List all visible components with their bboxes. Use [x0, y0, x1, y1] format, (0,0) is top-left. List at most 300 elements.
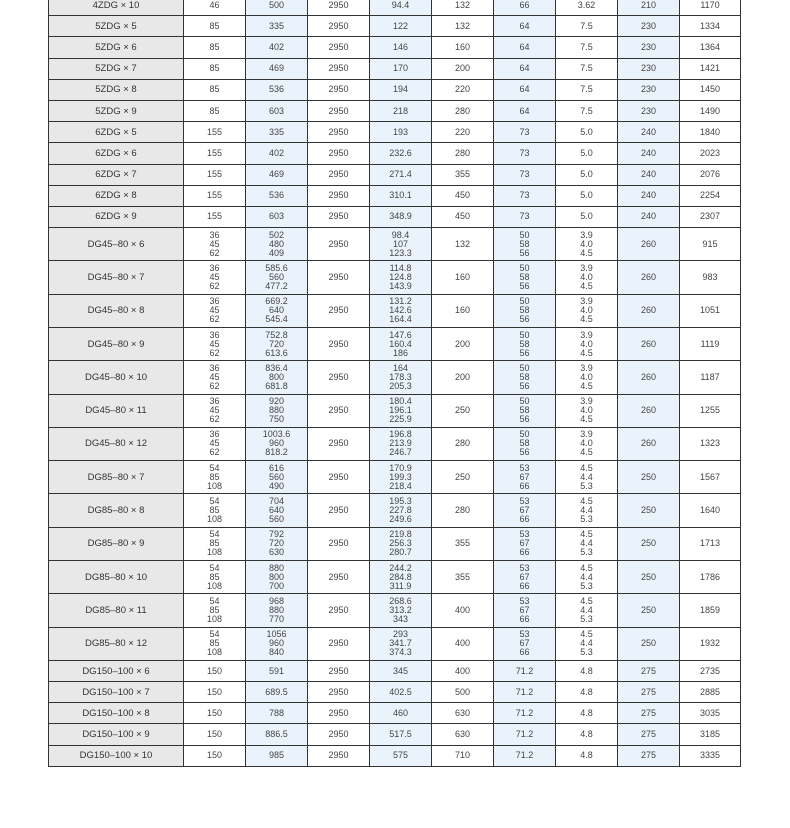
cell-model: DG85–80 × 7 — [49, 461, 184, 494]
cell-col-4: 2950 — [308, 724, 370, 745]
cell-col-10: 1859 — [680, 594, 741, 627]
cell-col-5: 218 — [370, 100, 432, 121]
cell-col-9: 260 — [618, 427, 680, 460]
cell-col-8: 7.5 — [556, 79, 618, 100]
cell-model: DG150–100 × 10 — [49, 745, 184, 766]
cell-line: 54 — [209, 595, 220, 606]
cell-col-3: 689.5 — [246, 682, 308, 703]
cell-col-4: 2950 — [308, 185, 370, 206]
cell-col-3: 603 — [246, 206, 308, 227]
cell-col-5 — [370, 228, 432, 261]
cell-col-10: 1640 — [680, 494, 741, 527]
cell-col-5: 122 — [370, 16, 432, 37]
cell-line: 164.4 — [389, 314, 412, 325]
cell-col-8 — [556, 294, 618, 327]
cell-line: 180.4 — [389, 396, 412, 407]
cell-line: 124.8 — [389, 272, 412, 282]
cell-line: 4.5 — [580, 447, 593, 458]
cell-line: 4.5 — [580, 529, 593, 540]
cell-line: 477.2 — [265, 281, 288, 291]
cell-line: 4.4 — [580, 604, 593, 615]
cell-line: 67 — [519, 604, 530, 615]
table-row — [49, 527, 741, 560]
cell-line: 170.9 — [389, 462, 412, 473]
cell-col-2 — [184, 627, 246, 660]
cell-col-7 — [494, 494, 556, 527]
cell-col-2 — [184, 394, 246, 427]
table-row — [49, 361, 741, 394]
cell-line: 4.4 — [580, 505, 593, 516]
cell-line: 36 — [209, 362, 220, 373]
cell-line: 4.5 — [580, 347, 593, 358]
cell-col-4: 2950 — [308, 394, 370, 427]
cell-line: 62 — [209, 414, 220, 425]
cell-col-4: 2950 — [308, 122, 370, 143]
cell-col-6: 400 — [432, 627, 494, 660]
cell-col-3 — [246, 294, 308, 327]
cell-line: 54 — [209, 562, 220, 573]
cell-col-7: 71.2 — [494, 724, 556, 745]
cell-col-6: 250 — [432, 461, 494, 494]
cell-model: DG85–80 × 9 — [49, 527, 184, 560]
cell-col-8: 7.5 — [556, 100, 618, 121]
cell-line: 640 — [268, 305, 285, 316]
cell-col-7: 66 — [494, 0, 556, 16]
cell-line: 3.9 — [580, 429, 593, 440]
cell-col-6: 450 — [432, 185, 494, 206]
cell-col-4: 2950 — [308, 361, 370, 394]
cell-col-8: 4.8 — [556, 682, 618, 703]
cell-col-7: 73 — [494, 164, 556, 185]
cell-col-3: 985 — [246, 745, 308, 766]
cell-line: 62 — [209, 247, 220, 258]
cell-line: 98.4 — [391, 229, 410, 240]
cell-col-7: 73 — [494, 185, 556, 206]
table-row — [49, 100, 741, 121]
cell-line: 3.9 — [580, 296, 593, 307]
cell-line: 54 — [209, 529, 220, 540]
cell-line: 56 — [519, 447, 530, 458]
cell-col-6: 630 — [432, 724, 494, 745]
cell-col-10: 2023 — [680, 143, 741, 164]
cell-col-9: 260 — [618, 394, 680, 427]
cell-line: 5.3 — [580, 647, 593, 658]
cell-line: 56 — [519, 380, 530, 391]
cell-line: 56 — [519, 281, 530, 291]
cell-col-4: 2950 — [308, 703, 370, 724]
cell-col-3: 886.5 — [246, 724, 308, 745]
cell-line: 545.4 — [265, 314, 288, 325]
cell-col-5 — [370, 294, 432, 327]
cell-col-10: 3185 — [680, 724, 741, 745]
cell-col-9: 260 — [618, 261, 680, 294]
cell-model: DG150–100 × 6 — [49, 660, 184, 681]
cell-col-4: 2950 — [308, 261, 370, 294]
table-row — [49, 185, 741, 206]
cell-col-4: 2950 — [308, 228, 370, 261]
cell-col-8 — [556, 461, 618, 494]
cell-col-9: 240 — [618, 164, 680, 185]
cell-line: 1003.6 — [262, 429, 291, 440]
cell-model: 5ZDG × 6 — [49, 37, 184, 58]
cell-col-4: 2950 — [308, 0, 370, 16]
cell-col-2 — [184, 361, 246, 394]
cell-line: 213.9 — [389, 438, 412, 449]
cell-col-3: 591 — [246, 660, 308, 681]
cell-line: 45 — [209, 438, 220, 449]
cell-col-6: 500 — [432, 682, 494, 703]
cell-col-3 — [246, 427, 308, 460]
cell-col-4: 2950 — [308, 745, 370, 766]
table-row — [49, 0, 741, 16]
cell-col-8: 7.5 — [556, 37, 618, 58]
cell-line: 960 — [268, 438, 285, 449]
cell-col-3: 402 — [246, 37, 308, 58]
cell-line: 225.9 — [389, 414, 412, 425]
cell-col-6: 280 — [432, 427, 494, 460]
cell-line: 195.3 — [389, 496, 412, 507]
cell-col-6: 160 — [432, 37, 494, 58]
cell-col-7: 64 — [494, 37, 556, 58]
cell-line: 67 — [519, 471, 530, 482]
cell-line: 800 — [268, 571, 285, 582]
cell-col-4: 2950 — [308, 79, 370, 100]
cell-col-2: 155 — [184, 206, 246, 227]
cell-col-10: 1840 — [680, 122, 741, 143]
cell-col-7: 64 — [494, 100, 556, 121]
cell-line: 3.9 — [580, 329, 593, 340]
cell-line: 720 — [268, 338, 285, 349]
cell-model: DG45–80 × 10 — [49, 361, 184, 394]
cell-col-9: 260 — [618, 294, 680, 327]
cell-col-4: 2950 — [308, 294, 370, 327]
cell-line: 50 — [519, 362, 530, 373]
cell-line: 490 — [268, 480, 285, 491]
cell-line: 58 — [519, 405, 530, 416]
cell-col-10: 2307 — [680, 206, 741, 227]
cell-line: 108 — [206, 613, 223, 624]
cell-col-2 — [184, 461, 246, 494]
cell-line: 770 — [268, 613, 285, 624]
cell-col-3 — [246, 561, 308, 594]
cell-col-4: 2950 — [308, 143, 370, 164]
cell-model: 4ZDG × 10 — [49, 0, 184, 16]
cell-line: 58 — [519, 338, 530, 349]
cell-col-8: 5.0 — [556, 185, 618, 206]
cell-col-5: 146 — [370, 37, 432, 58]
cell-col-4: 2950 — [308, 164, 370, 185]
cell-col-3: 603 — [246, 100, 308, 121]
cell-model: 6ZDG × 5 — [49, 122, 184, 143]
cell-col-9: 230 — [618, 37, 680, 58]
cell-col-8: 3.62 — [556, 0, 618, 16]
cell-line: 56 — [519, 347, 530, 358]
cell-line: 613.6 — [265, 347, 288, 358]
cell-line: 142.6 — [389, 305, 412, 316]
cell-line: 108 — [206, 480, 223, 491]
table-row — [49, 79, 741, 100]
cell-col-10: 3335 — [680, 745, 741, 766]
cell-col-5 — [370, 561, 432, 594]
cell-col-9: 250 — [618, 561, 680, 594]
cell-line: 53 — [519, 562, 530, 573]
cell-line: 36 — [209, 263, 220, 273]
cell-col-6: 160 — [432, 261, 494, 294]
cell-model: 5ZDG × 7 — [49, 58, 184, 79]
cell-line: 560 — [268, 514, 285, 525]
cell-col-6: 400 — [432, 594, 494, 627]
cell-col-8 — [556, 228, 618, 261]
cell-col-3 — [246, 494, 308, 527]
cell-col-2: 85 — [184, 16, 246, 37]
cell-line: 199.3 — [389, 471, 412, 482]
cell-col-8 — [556, 594, 618, 627]
cell-col-2: 155 — [184, 122, 246, 143]
cell-line: 4.4 — [580, 538, 593, 549]
cell-col-4: 2950 — [308, 327, 370, 360]
cell-line: 58 — [519, 438, 530, 449]
cell-col-4: 2950 — [308, 37, 370, 58]
cell-line: 186 — [392, 347, 409, 358]
cell-col-2 — [184, 427, 246, 460]
cell-line: 36 — [209, 429, 220, 440]
cell-col-9: 240 — [618, 122, 680, 143]
cell-line: 3.9 — [580, 362, 593, 373]
cell-col-3 — [246, 228, 308, 261]
cell-col-7: 73 — [494, 122, 556, 143]
cell-col-2 — [184, 261, 246, 294]
cell-col-7 — [494, 527, 556, 560]
cell-col-10: 2254 — [680, 185, 741, 206]
cell-col-7 — [494, 261, 556, 294]
cell-col-9: 260 — [618, 327, 680, 360]
cell-line: 114.8 — [389, 263, 412, 273]
cell-col-6: 355 — [432, 164, 494, 185]
cell-line: 3.9 — [580, 263, 593, 273]
cell-model: DG85–80 × 12 — [49, 627, 184, 660]
cell-col-9: 250 — [618, 627, 680, 660]
cell-line: 4.0 — [580, 305, 593, 316]
cell-col-2 — [184, 527, 246, 560]
cell-line: 800 — [268, 371, 285, 382]
cell-col-3: 788 — [246, 703, 308, 724]
cell-line: 205.3 — [389, 380, 412, 391]
cell-col-6: 400 — [432, 660, 494, 681]
cell-col-2: 85 — [184, 37, 246, 58]
cell-col-4: 2950 — [308, 527, 370, 560]
cell-col-2 — [184, 228, 246, 261]
cell-line: 54 — [209, 629, 220, 640]
cell-line: 792 — [268, 529, 285, 540]
cell-line: 143.9 — [389, 281, 412, 291]
cell-line: 66 — [519, 547, 530, 558]
cell-col-10: 1421 — [680, 58, 741, 79]
cell-col-9: 230 — [618, 58, 680, 79]
cell-line: 4.4 — [580, 638, 593, 649]
cell-line: 85 — [209, 571, 220, 582]
cell-col-5: 460 — [370, 703, 432, 724]
cell-line: 4.5 — [580, 414, 593, 425]
pump-spec-table — [48, 0, 741, 767]
cell-model: DG45–80 × 6 — [49, 228, 184, 261]
cell-col-10: 1450 — [680, 79, 741, 100]
cell-col-9: 260 — [618, 361, 680, 394]
cell-col-2: 155 — [184, 143, 246, 164]
cell-line: 374.3 — [389, 647, 412, 658]
cell-line: 45 — [209, 338, 220, 349]
cell-line: 108 — [206, 580, 223, 591]
cell-col-2: 150 — [184, 660, 246, 681]
cell-col-6: 220 — [432, 79, 494, 100]
cell-col-6: 132 — [432, 0, 494, 16]
cell-col-4: 2950 — [308, 100, 370, 121]
table-row — [49, 206, 741, 227]
cell-line: 280.7 — [389, 547, 412, 558]
cell-col-9: 230 — [618, 79, 680, 100]
cell-col-10: 1334 — [680, 16, 741, 37]
cell-line: 480 — [268, 238, 285, 249]
cell-col-7 — [494, 394, 556, 427]
cell-line: 58 — [519, 272, 530, 282]
cell-col-2: 46 — [184, 0, 246, 16]
cell-model: DG45–80 × 12 — [49, 427, 184, 460]
cell-col-2 — [184, 561, 246, 594]
cell-col-8 — [556, 361, 618, 394]
cell-col-10: 2885 — [680, 682, 741, 703]
cell-col-8: 5.0 — [556, 143, 618, 164]
cell-line: 50 — [519, 229, 530, 240]
cell-line: 268.6 — [389, 595, 412, 606]
cell-col-7 — [494, 561, 556, 594]
cell-col-7: 64 — [494, 58, 556, 79]
cell-col-7: 73 — [494, 143, 556, 164]
cell-col-4: 2950 — [308, 561, 370, 594]
cell-line: 107 — [392, 238, 409, 249]
cell-col-10: 983 — [680, 261, 741, 294]
cell-line: 50 — [519, 263, 530, 273]
cell-model: DG150–100 × 9 — [49, 724, 184, 745]
cell-line: 4.5 — [580, 380, 593, 391]
cell-col-9: 250 — [618, 494, 680, 527]
cell-col-5: 345 — [370, 660, 432, 681]
cell-col-3 — [246, 461, 308, 494]
cell-line: 4.0 — [580, 438, 593, 449]
cell-line: 53 — [519, 496, 530, 507]
cell-col-6: 710 — [432, 745, 494, 766]
cell-col-8 — [556, 494, 618, 527]
cell-line: 67 — [519, 505, 530, 516]
cell-col-6: 220 — [432, 122, 494, 143]
cell-col-3 — [246, 627, 308, 660]
cell-model: 5ZDG × 5 — [49, 16, 184, 37]
cell-line: 53 — [519, 529, 530, 540]
cell-col-5 — [370, 361, 432, 394]
cell-col-3: 402 — [246, 143, 308, 164]
cell-line: 640 — [268, 505, 285, 516]
cell-col-3 — [246, 594, 308, 627]
cell-col-3: 335 — [246, 122, 308, 143]
cell-line: 4.0 — [580, 338, 593, 349]
cell-line: 560 — [268, 471, 285, 482]
cell-col-4: 2950 — [308, 660, 370, 681]
cell-col-7 — [494, 594, 556, 627]
cell-col-5: 517.5 — [370, 724, 432, 745]
cell-line: 56 — [519, 314, 530, 325]
cell-col-6: 200 — [432, 58, 494, 79]
cell-line: 880 — [268, 562, 285, 573]
cell-line: 58 — [519, 238, 530, 249]
cell-line: 85 — [209, 638, 220, 649]
table-row — [49, 16, 741, 37]
cell-col-6: 160 — [432, 294, 494, 327]
cell-line: 343 — [392, 613, 409, 624]
cell-line: 244.2 — [389, 562, 412, 573]
cell-col-9: 230 — [618, 100, 680, 121]
cell-col-2: 155 — [184, 164, 246, 185]
table-row — [49, 724, 741, 745]
cell-col-7: 64 — [494, 79, 556, 100]
cell-col-5 — [370, 394, 432, 427]
table-row — [49, 745, 741, 766]
table-row — [49, 494, 741, 527]
cell-line: 45 — [209, 305, 220, 316]
cell-col-6: 355 — [432, 561, 494, 594]
cell-col-3 — [246, 327, 308, 360]
cell-col-2 — [184, 494, 246, 527]
cell-line: 585.6 — [265, 263, 288, 273]
cell-col-7: 73 — [494, 206, 556, 227]
cell-col-2: 150 — [184, 682, 246, 703]
cell-line: 66 — [519, 613, 530, 624]
cell-col-3 — [246, 261, 308, 294]
cell-col-3: 500 — [246, 0, 308, 16]
cell-col-8 — [556, 561, 618, 594]
cell-col-6: 200 — [432, 361, 494, 394]
cell-col-8 — [556, 261, 618, 294]
cell-line: 178.3 — [389, 371, 412, 382]
cell-col-8 — [556, 627, 618, 660]
cell-col-10: 2076 — [680, 164, 741, 185]
cell-line: 196.8 — [389, 429, 412, 440]
cell-model: DG45–80 × 8 — [49, 294, 184, 327]
cell-col-9: 230 — [618, 16, 680, 37]
cell-line: 293 — [392, 629, 409, 640]
cell-col-10: 1364 — [680, 37, 741, 58]
cell-line: 45 — [209, 238, 220, 249]
cell-line: 3.9 — [580, 396, 593, 407]
cell-line: 218.4 — [389, 480, 412, 491]
cell-col-9: 275 — [618, 660, 680, 681]
cell-col-9: 240 — [618, 206, 680, 227]
table-row — [49, 294, 741, 327]
cell-col-8: 7.5 — [556, 58, 618, 79]
cell-line: 720 — [268, 538, 285, 549]
cell-col-5 — [370, 627, 432, 660]
cell-col-10: 2735 — [680, 660, 741, 681]
table-row — [49, 461, 741, 494]
cell-col-6: 250 — [432, 394, 494, 427]
cell-line: 341.7 — [389, 638, 412, 649]
cell-model: 6ZDG × 8 — [49, 185, 184, 206]
cell-line: 50 — [519, 296, 530, 307]
cell-col-8 — [556, 327, 618, 360]
cell-line: 50 — [519, 396, 530, 407]
cell-line: 85 — [209, 538, 220, 549]
cell-col-7: 71.2 — [494, 682, 556, 703]
cell-line: 56 — [519, 247, 530, 258]
table-row — [49, 394, 741, 427]
cell-line: 3.9 — [580, 229, 593, 240]
